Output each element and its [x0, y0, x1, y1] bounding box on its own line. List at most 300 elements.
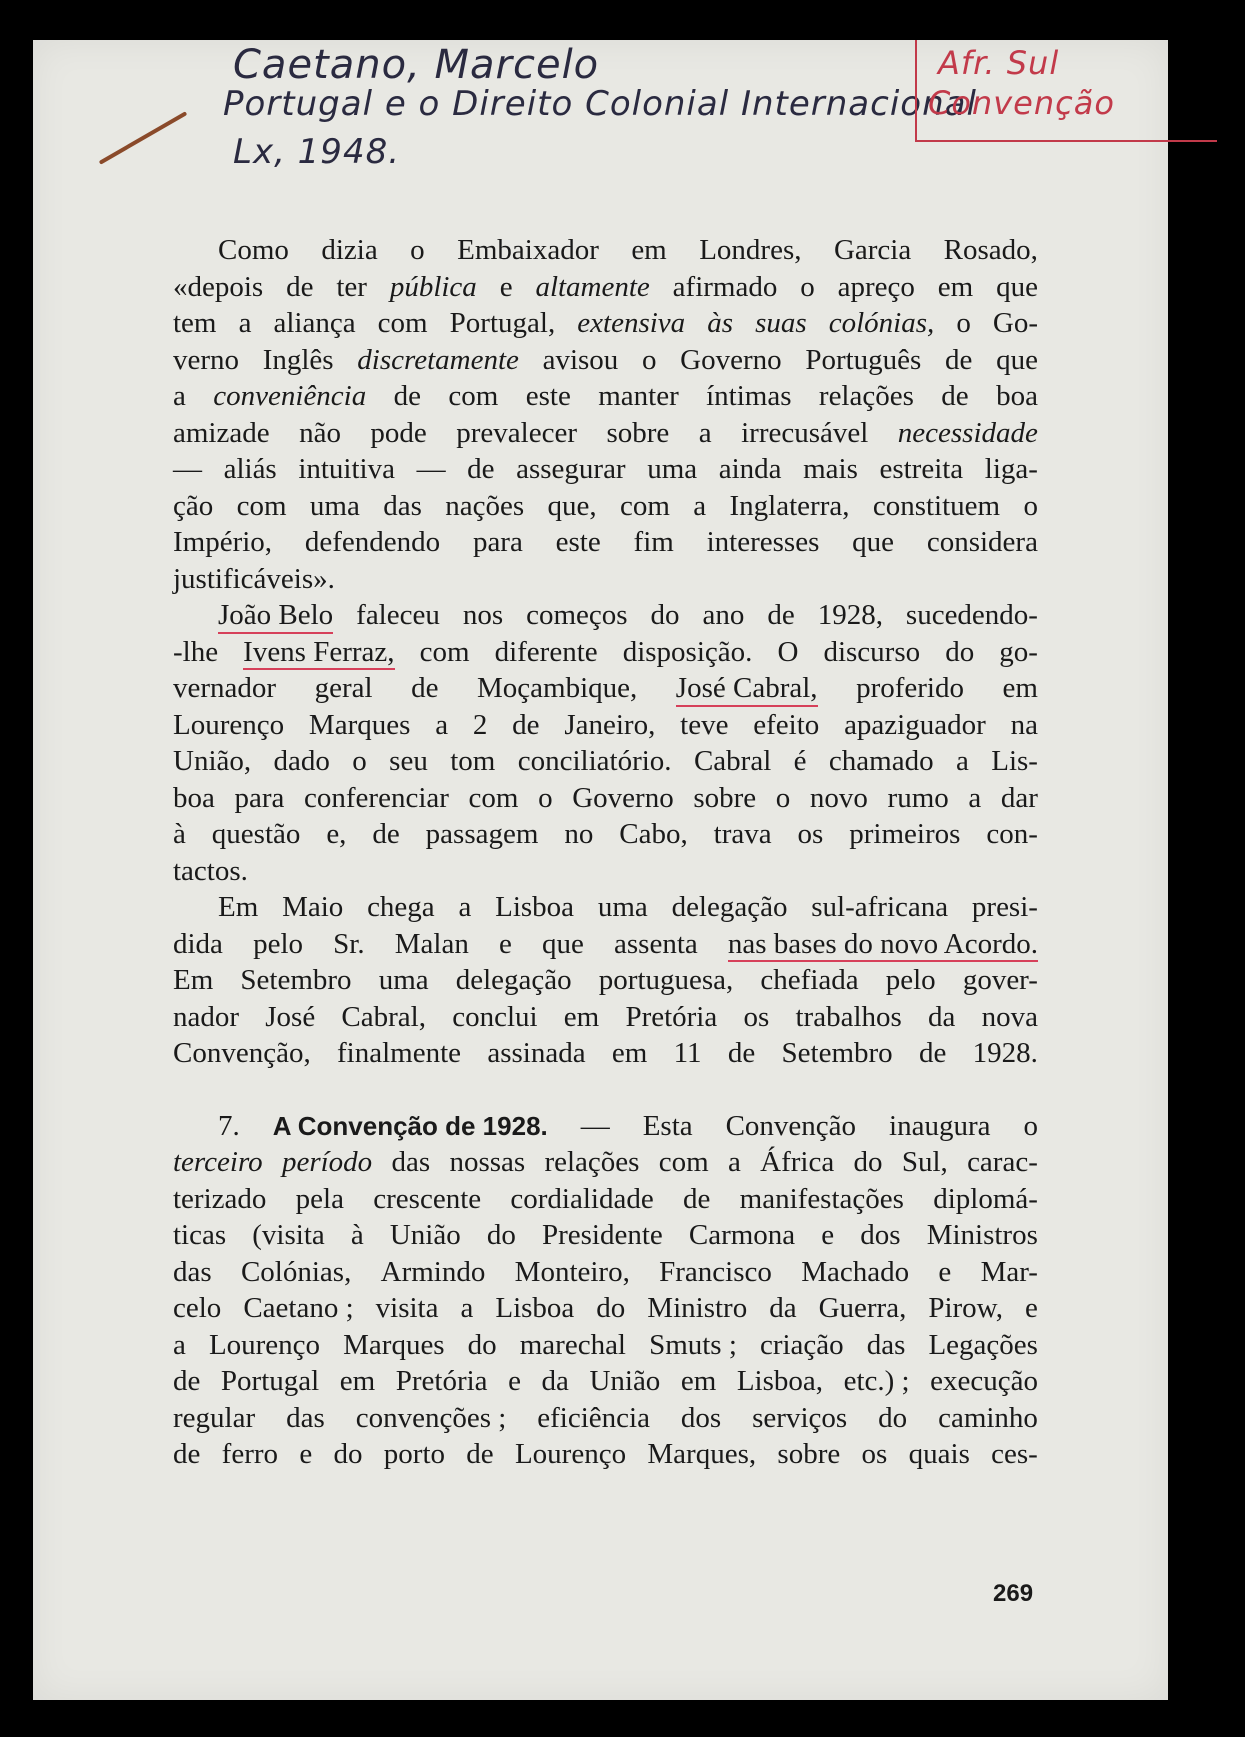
word: celo — [173, 1292, 222, 1324]
word: a — [693, 489, 707, 522]
word: disposição. — [622, 635, 753, 668]
word: Lourenço — [514, 1438, 627, 1470]
word: nador — [173, 1000, 240, 1033]
word: de — [466, 1438, 494, 1470]
word: do — [945, 635, 975, 668]
word: 1928, — [817, 599, 883, 631]
word: Em — [218, 891, 259, 923]
word: Inglês — [262, 343, 334, 376]
word: tom — [450, 745, 496, 777]
word: prevalecer — [456, 416, 577, 449]
word: de — [393, 380, 422, 412]
word: de — [945, 343, 973, 376]
word: Armindo — [380, 1255, 486, 1288]
text-line — [173, 1400, 1038, 1437]
word: o — [641, 343, 657, 376]
word: a — [728, 1146, 741, 1178]
word: Carmona — [688, 1219, 796, 1251]
word: dida — [173, 927, 223, 960]
text-line — [173, 378, 1038, 415]
text-line — [173, 1181, 1038, 1218]
word: gover- — [962, 964, 1038, 996]
word: irrecusável — [741, 416, 869, 449]
word: terceiro — [173, 1146, 263, 1178]
word: em — [563, 1000, 600, 1033]
word: terizado — [173, 1182, 267, 1215]
word: regular — [173, 1401, 256, 1434]
word: primeiros — [849, 818, 961, 850]
word: aliás — [223, 453, 277, 485]
handwritten-place-year: Lx, 1948. — [233, 132, 401, 172]
word: do — [878, 1401, 908, 1434]
word: dar — [1000, 781, 1038, 814]
word: Malan — [394, 927, 469, 960]
word: Governo — [680, 343, 782, 376]
word: execução — [930, 1365, 1038, 1397]
word: inaugura — [889, 1109, 991, 1142]
handwritten-title: Portugal e o Direito Colonial Internacional — [223, 84, 977, 124]
word: relações — [818, 380, 914, 412]
word: e — [499, 270, 513, 303]
word: seu — [389, 745, 428, 777]
word: das — [173, 1255, 212, 1288]
word: necessidade — [897, 416, 1038, 449]
word: o — [538, 781, 553, 814]
word: etc.) ; — [843, 1365, 910, 1397]
word: justificáveis». — [173, 562, 335, 595]
word: cordialidade — [510, 1182, 654, 1215]
text-line — [173, 1436, 1038, 1473]
word: ainda — [718, 453, 782, 485]
word: conveniência — [213, 380, 367, 412]
document-page — [33, 40, 1168, 1700]
word: com — [619, 489, 670, 522]
word: que — [852, 526, 895, 558]
word: Convenção — [725, 1109, 857, 1142]
word: o — [410, 234, 425, 266]
word: ção — [173, 489, 214, 522]
word: geral — [314, 672, 373, 704]
word: em — [937, 270, 974, 303]
word: os — [861, 1438, 888, 1470]
text-line — [173, 962, 1038, 999]
word: interesses — [706, 526, 820, 558]
text-line — [173, 634, 1038, 671]
word: nova — [981, 1000, 1038, 1033]
word: suas — [755, 307, 807, 339]
body-text — [173, 232, 1038, 1473]
word: a — [458, 891, 472, 923]
word: 11 — [673, 1037, 702, 1069]
word: José — [265, 1000, 316, 1033]
word: para — [472, 526, 523, 558]
word: com — [448, 380, 499, 412]
word: amizade — [173, 416, 270, 449]
word: trabalhos — [795, 1000, 902, 1033]
word: presi- — [971, 891, 1038, 923]
word: o — [956, 307, 971, 339]
word: em — [631, 234, 667, 266]
word: Como — [218, 234, 289, 266]
text-line — [173, 853, 1038, 890]
word: portuguesa, — [598, 964, 734, 996]
word: Ministro — [647, 1292, 748, 1324]
word: Setembro — [781, 1037, 893, 1069]
word: boa — [996, 380, 1038, 412]
word: — — [580, 1109, 610, 1142]
word: da — [928, 1000, 956, 1033]
word: do — [853, 1146, 883, 1178]
word: Go- — [992, 307, 1038, 339]
word: em — [611, 1037, 648, 1069]
word: de — [286, 270, 314, 303]
word: uma — [309, 489, 360, 522]
word: vernador — [173, 672, 277, 704]
word: à — [350, 1219, 364, 1251]
word: do — [650, 599, 680, 631]
word: faleceu — [356, 599, 440, 631]
text-line — [173, 1327, 1038, 1364]
word: Guerra, — [818, 1292, 907, 1324]
word: das — [391, 1146, 431, 1178]
word: África — [760, 1146, 835, 1178]
page-number: 269 — [993, 1580, 1034, 1607]
text-line — [173, 1035, 1038, 1072]
word: caminho — [938, 1401, 1038, 1434]
word: do — [486, 1219, 516, 1251]
word: estreita — [879, 453, 964, 485]
word: Portugal, — [449, 307, 556, 339]
word: de — [411, 672, 439, 704]
word: período — [281, 1146, 373, 1178]
word: em — [339, 1365, 376, 1397]
text-line — [173, 926, 1038, 963]
word: «depois — [173, 270, 264, 303]
word: sucedendo- — [905, 599, 1038, 631]
word: dizia — [321, 234, 378, 266]
word: de — [918, 1037, 947, 1069]
word: verno — [173, 343, 240, 376]
word: da — [541, 1365, 569, 1397]
word: conferenciar — [304, 781, 449, 814]
word: discurso — [823, 635, 921, 668]
text-line — [173, 597, 1038, 634]
word: criação — [759, 1328, 844, 1361]
underlined-phrase: nas bases do novo Acordo. — [728, 926, 1038, 963]
word: a — [173, 380, 186, 412]
word: Pirow, — [928, 1292, 1003, 1324]
word: Esta — [642, 1109, 693, 1142]
word: do — [333, 1438, 363, 1470]
word: go- — [999, 635, 1038, 668]
word: conclui — [452, 1000, 538, 1033]
text-line — [173, 524, 1038, 561]
word: íntimas — [706, 380, 792, 412]
word: das — [383, 489, 422, 522]
word: proferido — [856, 672, 964, 704]
word: a — [968, 781, 982, 814]
word: Francisco — [659, 1255, 772, 1288]
word: é — [793, 745, 807, 777]
word: chamado — [828, 745, 934, 777]
word: apaziguador — [844, 708, 986, 741]
word: e — [938, 1255, 952, 1288]
word: ter — [336, 270, 367, 303]
word: Marques — [343, 1328, 445, 1361]
text-line — [173, 232, 1038, 269]
word: de — [767, 599, 795, 631]
text-line — [173, 889, 1038, 926]
word: de — [372, 818, 400, 850]
word: Caetano ; — [243, 1292, 354, 1324]
word: fim — [633, 526, 674, 558]
word: diferente — [494, 635, 598, 668]
word: e — [508, 1365, 521, 1397]
word: teve — [680, 708, 729, 741]
text-line — [173, 780, 1038, 817]
handwritten-author: Caetano, Marcelo — [233, 42, 600, 88]
word: sul-africana — [811, 891, 949, 923]
word: quais — [908, 1438, 970, 1470]
word: Lourenço — [173, 708, 285, 741]
word: Lis- — [991, 745, 1038, 777]
word: Machado — [801, 1255, 910, 1288]
word: altamente — [535, 270, 650, 303]
word: Convenção, — [173, 1037, 311, 1069]
word: de — [173, 1438, 201, 1470]
word: Português — [805, 343, 922, 376]
word: e — [498, 927, 512, 960]
word: Legações — [928, 1328, 1038, 1361]
word: considera — [926, 526, 1038, 558]
word: nossas — [449, 1146, 526, 1178]
underlined-phrase: José Cabral, — [676, 670, 818, 707]
word: a — [238, 307, 252, 339]
word: Janeiro, — [564, 708, 656, 741]
word: extensiva — [577, 307, 686, 339]
word: O — [777, 635, 799, 668]
word: de — [941, 380, 969, 412]
word: Governo — [572, 781, 674, 814]
word: começos — [526, 599, 628, 631]
word: que, — [547, 489, 597, 522]
word: ces- — [991, 1438, 1038, 1470]
word: que — [996, 270, 1038, 303]
text-line — [173, 1363, 1038, 1400]
word: novo — [809, 781, 868, 814]
word: à — [173, 818, 186, 850]
text-line — [173, 305, 1038, 342]
word: apreço — [837, 270, 915, 303]
word: 1928. — [972, 1037, 1038, 1069]
word: Sr. — [333, 927, 365, 960]
word: sobre — [777, 1438, 841, 1470]
word: Ministros — [926, 1219, 1038, 1251]
word: com — [419, 635, 470, 668]
word: assegurar — [516, 453, 626, 485]
word: este — [555, 526, 601, 558]
word: manifestações — [739, 1182, 904, 1215]
word: no — [564, 818, 594, 850]
word: nações — [445, 489, 525, 522]
word: Embaixador — [457, 234, 599, 266]
word: Moçambique, — [477, 672, 638, 704]
word: trava — [713, 818, 772, 850]
word: do — [596, 1292, 626, 1324]
word: marechal — [519, 1328, 626, 1361]
word: Maio — [282, 891, 344, 923]
word: efeito — [753, 708, 820, 741]
word: a — [173, 1328, 186, 1361]
word: para — [234, 781, 285, 814]
word: chega — [367, 891, 435, 923]
word: Portugal — [220, 1365, 320, 1397]
word: o — [1023, 489, 1038, 522]
word: convenções ; — [355, 1401, 507, 1434]
text-line — [173, 1217, 1038, 1254]
word: Lourenço — [208, 1328, 321, 1361]
word: uma — [597, 891, 648, 923]
text-line — [173, 415, 1038, 452]
word: Em — [173, 964, 214, 996]
word: afirmado — [672, 270, 778, 303]
text-line — [173, 1144, 1038, 1181]
word: das — [286, 1401, 325, 1434]
text-line — [173, 561, 1038, 598]
word: intuitiva — [298, 453, 395, 485]
text-line — [173, 342, 1038, 379]
word: porto — [383, 1438, 445, 1470]
word: — — [173, 453, 202, 485]
word: Monteiro, — [514, 1255, 630, 1288]
word: Lisboa, — [736, 1365, 824, 1397]
word: — — [416, 453, 446, 485]
word: Smuts ; — [649, 1328, 737, 1361]
text-line — [173, 707, 1038, 744]
word: União — [589, 1365, 661, 1397]
word: 7. — [218, 1109, 240, 1142]
word: Rosado, — [943, 234, 1038, 266]
word: visita — [375, 1292, 439, 1324]
word: nos — [462, 599, 504, 631]
word: de — [727, 1037, 756, 1069]
word: Sul, — [901, 1146, 948, 1178]
word: com — [468, 781, 519, 814]
underlined-phrase: Ivens Ferraz, — [243, 634, 394, 671]
word: Cabral — [693, 745, 772, 777]
word: diplomá- — [933, 1182, 1038, 1215]
word: -lhe — [173, 635, 219, 668]
word: o — [800, 270, 815, 303]
word: ferro — [221, 1438, 279, 1470]
text-line — [173, 670, 1038, 707]
word: carac- — [967, 1146, 1038, 1178]
word: das — [866, 1328, 906, 1361]
word: dado — [273, 745, 330, 777]
word: manter — [598, 380, 679, 412]
handwritten-tag-top: Afr. Sul — [938, 44, 1060, 82]
word: uma — [647, 453, 698, 485]
text-line — [173, 1290, 1038, 1327]
word: Colónias, — [240, 1255, 352, 1288]
word: mais — [803, 453, 858, 485]
word: Londres, — [699, 234, 802, 266]
word: Presidente — [541, 1219, 663, 1251]
word: boa — [173, 781, 215, 814]
word: o — [352, 745, 367, 777]
word: Pretória — [395, 1365, 488, 1397]
word: a — [435, 708, 449, 741]
paragraph-gap — [173, 1072, 1038, 1108]
word: questão — [211, 818, 301, 850]
handwritten-tag-bottom: Convenção — [928, 84, 1115, 122]
word: sobre — [693, 781, 757, 814]
word: ticas — [173, 1219, 227, 1251]
word: pública — [389, 270, 477, 303]
word: que — [541, 927, 584, 960]
text-line — [173, 816, 1038, 853]
word: de — [512, 708, 540, 741]
word: avisou — [542, 343, 619, 376]
word: colónias, — [828, 307, 935, 339]
word: e — [299, 1438, 313, 1470]
word: dos — [680, 1401, 722, 1434]
word: Lisboa — [495, 1292, 575, 1324]
word: relações — [544, 1146, 640, 1178]
word: constituem — [872, 489, 1001, 522]
word: dos — [860, 1219, 901, 1251]
word: Império, — [173, 526, 273, 558]
word: em — [680, 1365, 717, 1397]
word: a — [460, 1292, 474, 1324]
word: sobre — [606, 416, 670, 449]
text-line — [173, 451, 1038, 488]
word: tem — [173, 307, 217, 339]
word: Marques, — [647, 1438, 757, 1470]
word: os — [797, 818, 824, 850]
text-line — [173, 1108, 1038, 1145]
word: Marques — [308, 708, 411, 741]
word: eficiência — [537, 1401, 650, 1434]
word: Cabral, — [341, 1000, 426, 1033]
word: serviços — [752, 1401, 848, 1434]
word: de — [467, 453, 495, 485]
text-line — [173, 1254, 1038, 1291]
word: conciliatório. — [517, 745, 672, 777]
word: defendendo — [304, 526, 441, 558]
word: chefiada — [760, 964, 859, 996]
word: a — [698, 416, 712, 449]
word: Garcia — [833, 234, 912, 266]
word: pela — [295, 1182, 344, 1215]
word: os — [743, 1000, 770, 1033]
word: liga- — [984, 453, 1038, 485]
word: não — [299, 416, 341, 449]
word: e, — [326, 818, 347, 850]
word: às — [707, 307, 734, 339]
word: uma — [378, 964, 429, 996]
word: aliança — [273, 307, 356, 339]
word: Setembro — [240, 964, 352, 996]
word: Inglaterra, — [729, 489, 850, 522]
word: crescente — [373, 1182, 482, 1215]
word: do — [467, 1328, 497, 1361]
word: este — [525, 380, 571, 412]
word: da — [769, 1292, 797, 1324]
word: tactos. — [173, 854, 248, 887]
word: com — [236, 489, 287, 522]
word: ano — [702, 599, 745, 631]
